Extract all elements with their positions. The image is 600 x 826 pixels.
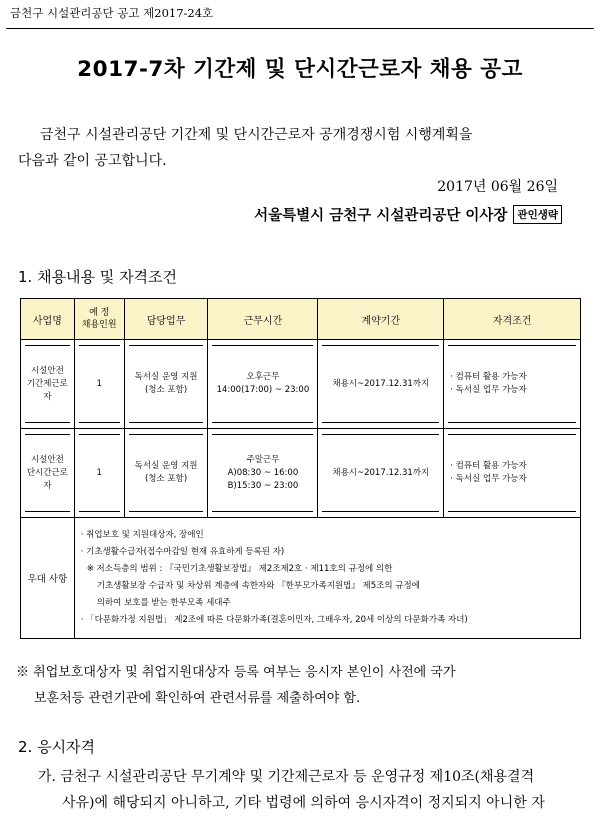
intro-paragraph [18, 122, 590, 174]
preference-list [74, 518, 580, 639]
recruitment-table [20, 298, 581, 639]
page-title: 2017-7차 기간제 및 단시간근로자 채용 공고 [77, 57, 523, 82]
registration-note [16, 660, 588, 712]
hours-cell: 주말근무 A)08:30 ~ 16:00 B)15:30 ~ 23:00 [208, 429, 318, 518]
note-line-1: ※ 취업보호대상자 및 취업지원대상자 등록 여부는 응시자 본인이 사전에 국가 [16, 665, 456, 680]
hours-cell: 오후근무 14:00(17:00) ~ 23:00 [208, 340, 318, 429]
duty-cell: 독서실 운영 지원 (청소 포함) [124, 340, 208, 429]
col-project: 사업명 [21, 299, 75, 340]
table-row [21, 340, 581, 429]
notice-date: 2017년 06월 26일 [437, 179, 558, 195]
list-item: 의하여 보호를 받는 한부모족 세대주 [96, 598, 231, 608]
duty-cell: 독서실 운영 지원 (청소 포함) [124, 429, 208, 518]
col-hours: 근무시간 [208, 299, 318, 340]
eligibility-item-a [38, 764, 594, 816]
project-cell: 시설안전 단시간근로자 [21, 429, 75, 518]
col-duty: 담당업무 [124, 299, 208, 340]
contract-cell: 채용시~2017.12.31까지 [318, 340, 444, 429]
seal-stamp: 관인생략 [513, 205, 562, 224]
list-item: ※ 저소득층의 범위 : 『국민기초생활보장법』 제2조제2호 · 제11호의 규정에 의한 [86, 564, 393, 574]
issuer-name: 서울특별시 금천구 시설관리공단 이사장 [254, 208, 508, 224]
list-item: · 「다문화가정 지원법」 제2조에 따른 다문화가족(결혼이민자, 그배우자, 20세 이상의 다문화가족 자녀) [80, 615, 468, 625]
qualification-cell: · 컴퓨터 활용 가능자 · 독서실 업무 가능자 [444, 340, 581, 429]
section-2-heading: 2. 응시자격 [18, 738, 96, 756]
qualification-cell: · 컴퓨터 활용 가능자 · 독서실 업무 가능자 [444, 429, 581, 518]
count-cell: 1 [74, 429, 124, 518]
col-headcount: 예 정 채용인원 [74, 299, 124, 340]
list-item: · 취업보호 및 지원대상자, 장애인 [80, 530, 204, 540]
note-line-2: 보훈처등 관련기관에 확인하여 관련서류를 제출하여야 함. [34, 691, 361, 706]
preference-label: 우대 사항 [21, 518, 75, 639]
issuer [254, 204, 562, 225]
preference-row [21, 518, 581, 639]
contract-cell: 채용시~2017.12.31까지 [318, 429, 444, 518]
table-header-row [21, 299, 581, 340]
col-qualification: 자격조건 [444, 299, 581, 340]
notice-number: 금천구 시설관리공단 공고 제2017-24호 [10, 6, 214, 20]
item-a-line-2: 사유)에 해당되지 아니하고, 기타 법령에 의하여 응시자격이 정지되지 아니한 자 [62, 795, 545, 811]
header-divider [6, 28, 594, 29]
col-contract: 계약기간 [318, 299, 444, 340]
section-1-heading: 1. 채용내용 및 자격조건 [18, 268, 178, 286]
intro-line-2: 다음과 같이 공고합니다. [18, 153, 167, 169]
table-row [21, 429, 581, 518]
intro-line-1: 금천구 시설관리공단 기간제 및 단시간근로자 공개경쟁시험 시행계획을 [40, 127, 473, 143]
list-item: 기초생활보장 수급자 및 차상위 계층에 속한자와 『한부모가족지원법』 제5조의 규정에 [96, 581, 420, 591]
count-cell: 1 [74, 340, 124, 429]
item-a-line-1: 가. 금천구 시설관리공단 무기계약 및 기간제근로자 등 운영규정 제10조(채용결격 [38, 769, 535, 785]
list-item: · 기초생활수급자(접수마감일 현재 유효하게 등록된 자) [80, 547, 285, 557]
project-cell: 시설안전 기간제근로자 [21, 340, 75, 429]
